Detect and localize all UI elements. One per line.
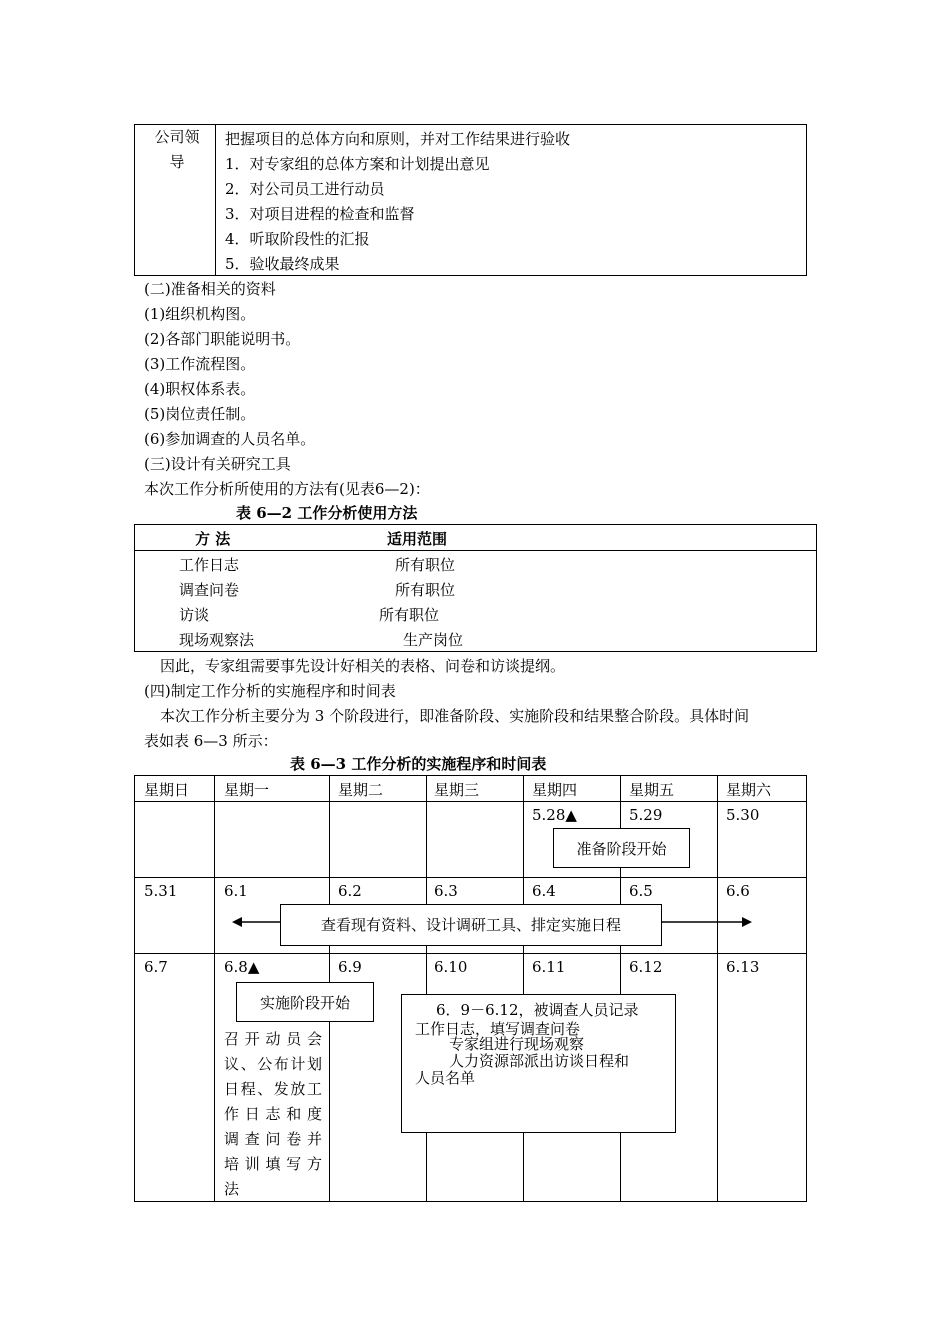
list-item: (1)组织机构图。: [144, 305, 256, 323]
day-header: 星期二: [338, 781, 384, 799]
monday-note-line: 召开动员会: [224, 1030, 322, 1048]
scope-cell: 所有职位: [395, 556, 456, 574]
responsibility-line: 3．对项目进程的检查和监督: [225, 205, 415, 223]
methods-table: [134, 524, 817, 652]
day-header: 星期五: [629, 781, 675, 799]
scope-cell: 所有职位: [379, 606, 440, 624]
list-item: (6)参加调查的人员名单。: [144, 430, 316, 448]
grid-line: [134, 801, 807, 802]
grid-line: [426, 775, 427, 1202]
method-cell: 访谈: [179, 606, 210, 624]
list-item: (4)职权体系表。: [144, 380, 256, 398]
list-item: (5)岗位责任制。: [144, 405, 256, 423]
date-cell: 5.29: [629, 806, 663, 824]
grid-line: [214, 775, 215, 1202]
date-cell: 6.7: [144, 958, 168, 976]
grid-line: [134, 953, 807, 954]
activities-note-line: 专家组进行现场观察: [449, 1035, 585, 1053]
scope-cell: 生产岗位: [403, 631, 464, 649]
paragraph-line: 本次工作分析主要分为 3 个阶段进行，即准备阶段、实施阶段和结果整合阶段。具体时间: [160, 707, 750, 725]
date-cell: 5.30: [726, 806, 760, 824]
day-header: 星期四: [532, 781, 578, 799]
investigation-label: 查看现有资料、设计调研工具、排定实施日程: [320, 916, 621, 934]
list-item: (3)工作流程图。: [144, 355, 256, 373]
method-cell: 工作日志: [179, 556, 240, 574]
table-caption: 表 6—3 工作分析的实施程序和时间表: [290, 755, 547, 773]
monday-note-line: 法: [224, 1180, 240, 1198]
monday-note-line: 日程、发放工: [224, 1080, 322, 1098]
role-label-line-1: 公司领: [154, 128, 200, 146]
grid-line: [523, 775, 524, 1202]
date-cell: 6.5: [629, 882, 653, 900]
paragraph: 因此，专家组需要事先设计好相关的表格、问卷和访谈提纲。: [160, 657, 566, 675]
impl-phase-label: 实施阶段开始: [259, 994, 350, 1012]
monday-note-line: 作日志和度: [224, 1105, 322, 1123]
date-cell: 6.11: [532, 958, 566, 976]
grid-line: [134, 775, 807, 776]
list-item: (2)各部门职能说明书。: [144, 330, 301, 348]
grid-line: [717, 775, 718, 1202]
date-cell: 5.28▲: [532, 806, 577, 824]
activities-note-line: 6．9－6.12，被调查人员记录: [436, 1001, 639, 1019]
grid-line: [806, 775, 807, 1202]
date-cell: 6.2: [338, 882, 362, 900]
activities-note-line: 工作日志，填写调查问卷: [415, 1020, 581, 1038]
responsibility-line: 把握项目的总体方向和原则，并对工作结果进行验收: [225, 130, 571, 148]
paragraph: 本次工作分析所使用的方法有(见表6—2)：: [144, 480, 430, 498]
leadership-table: [134, 124, 807, 276]
responsibility-line: 2．对公司员工进行动员: [225, 180, 385, 198]
section-heading: (四)制定工作分析的实施程序和时间表: [144, 682, 396, 700]
activities-note-box: [401, 994, 676, 1133]
day-header: 星期六: [726, 781, 772, 799]
date-cell: 5.31: [144, 882, 178, 900]
prep-phase-label: 准备阶段开始: [576, 840, 667, 858]
section-heading: (二)准备相关的资料: [144, 280, 276, 298]
date-cell: 6.3: [434, 882, 458, 900]
grid-line: [134, 1201, 807, 1202]
schedule-table: [134, 775, 807, 1202]
date-cell: 6.4: [532, 882, 556, 900]
day-header: 星期一: [224, 781, 270, 799]
grid-line: [134, 775, 135, 1202]
activities-note-line: 人力资源部派出访谈日程和: [449, 1052, 630, 1070]
table-caption: 表 6—2 工作分析使用方法: [236, 504, 418, 522]
date-cell: 6.1: [224, 882, 248, 900]
date-cell: 6.12: [629, 958, 663, 976]
role-label-line-2: 导: [169, 153, 185, 171]
impl-phase-box: [236, 982, 374, 1022]
activities-note-line: 人员名单: [415, 1069, 476, 1087]
grid-line: [134, 877, 807, 878]
date-cell: 6.13: [726, 958, 760, 976]
method-cell: 现场观察法: [179, 631, 255, 649]
date-cell: 6.8▲: [224, 958, 260, 976]
scope-cell: 所有职位: [395, 581, 456, 599]
section-heading: (三)设计有关研究工具: [144, 455, 291, 473]
monday-note-line: 调查问卷并: [224, 1130, 322, 1148]
responsibility-line: 4．听取阶段性的汇报: [225, 230, 370, 248]
date-cell: 6.9: [338, 958, 362, 976]
monday-note-line: 培训填写方: [224, 1155, 322, 1173]
column-header-scope: 适用范围: [387, 530, 448, 548]
table-header-row: [135, 525, 816, 551]
responsibility-line: 5．验收最终成果: [225, 255, 340, 273]
investigation-box: [280, 904, 662, 946]
date-cell: 6.6: [726, 882, 750, 900]
column-header-method: 方 法: [195, 530, 231, 548]
prep-phase-box: [553, 828, 690, 868]
method-cell: 调查问卷: [179, 581, 240, 599]
day-header: 星期三: [434, 781, 480, 799]
day-header: 星期日: [144, 781, 190, 799]
responsibility-line: 1．对专家组的总体方案和计划提出意见: [225, 155, 490, 173]
monday-note-line: 议、公布计划: [224, 1055, 322, 1073]
role-cell: [135, 125, 216, 275]
paragraph-line: 表如表 6—3 所示：: [144, 732, 278, 750]
date-cell: 6.10: [434, 958, 468, 976]
